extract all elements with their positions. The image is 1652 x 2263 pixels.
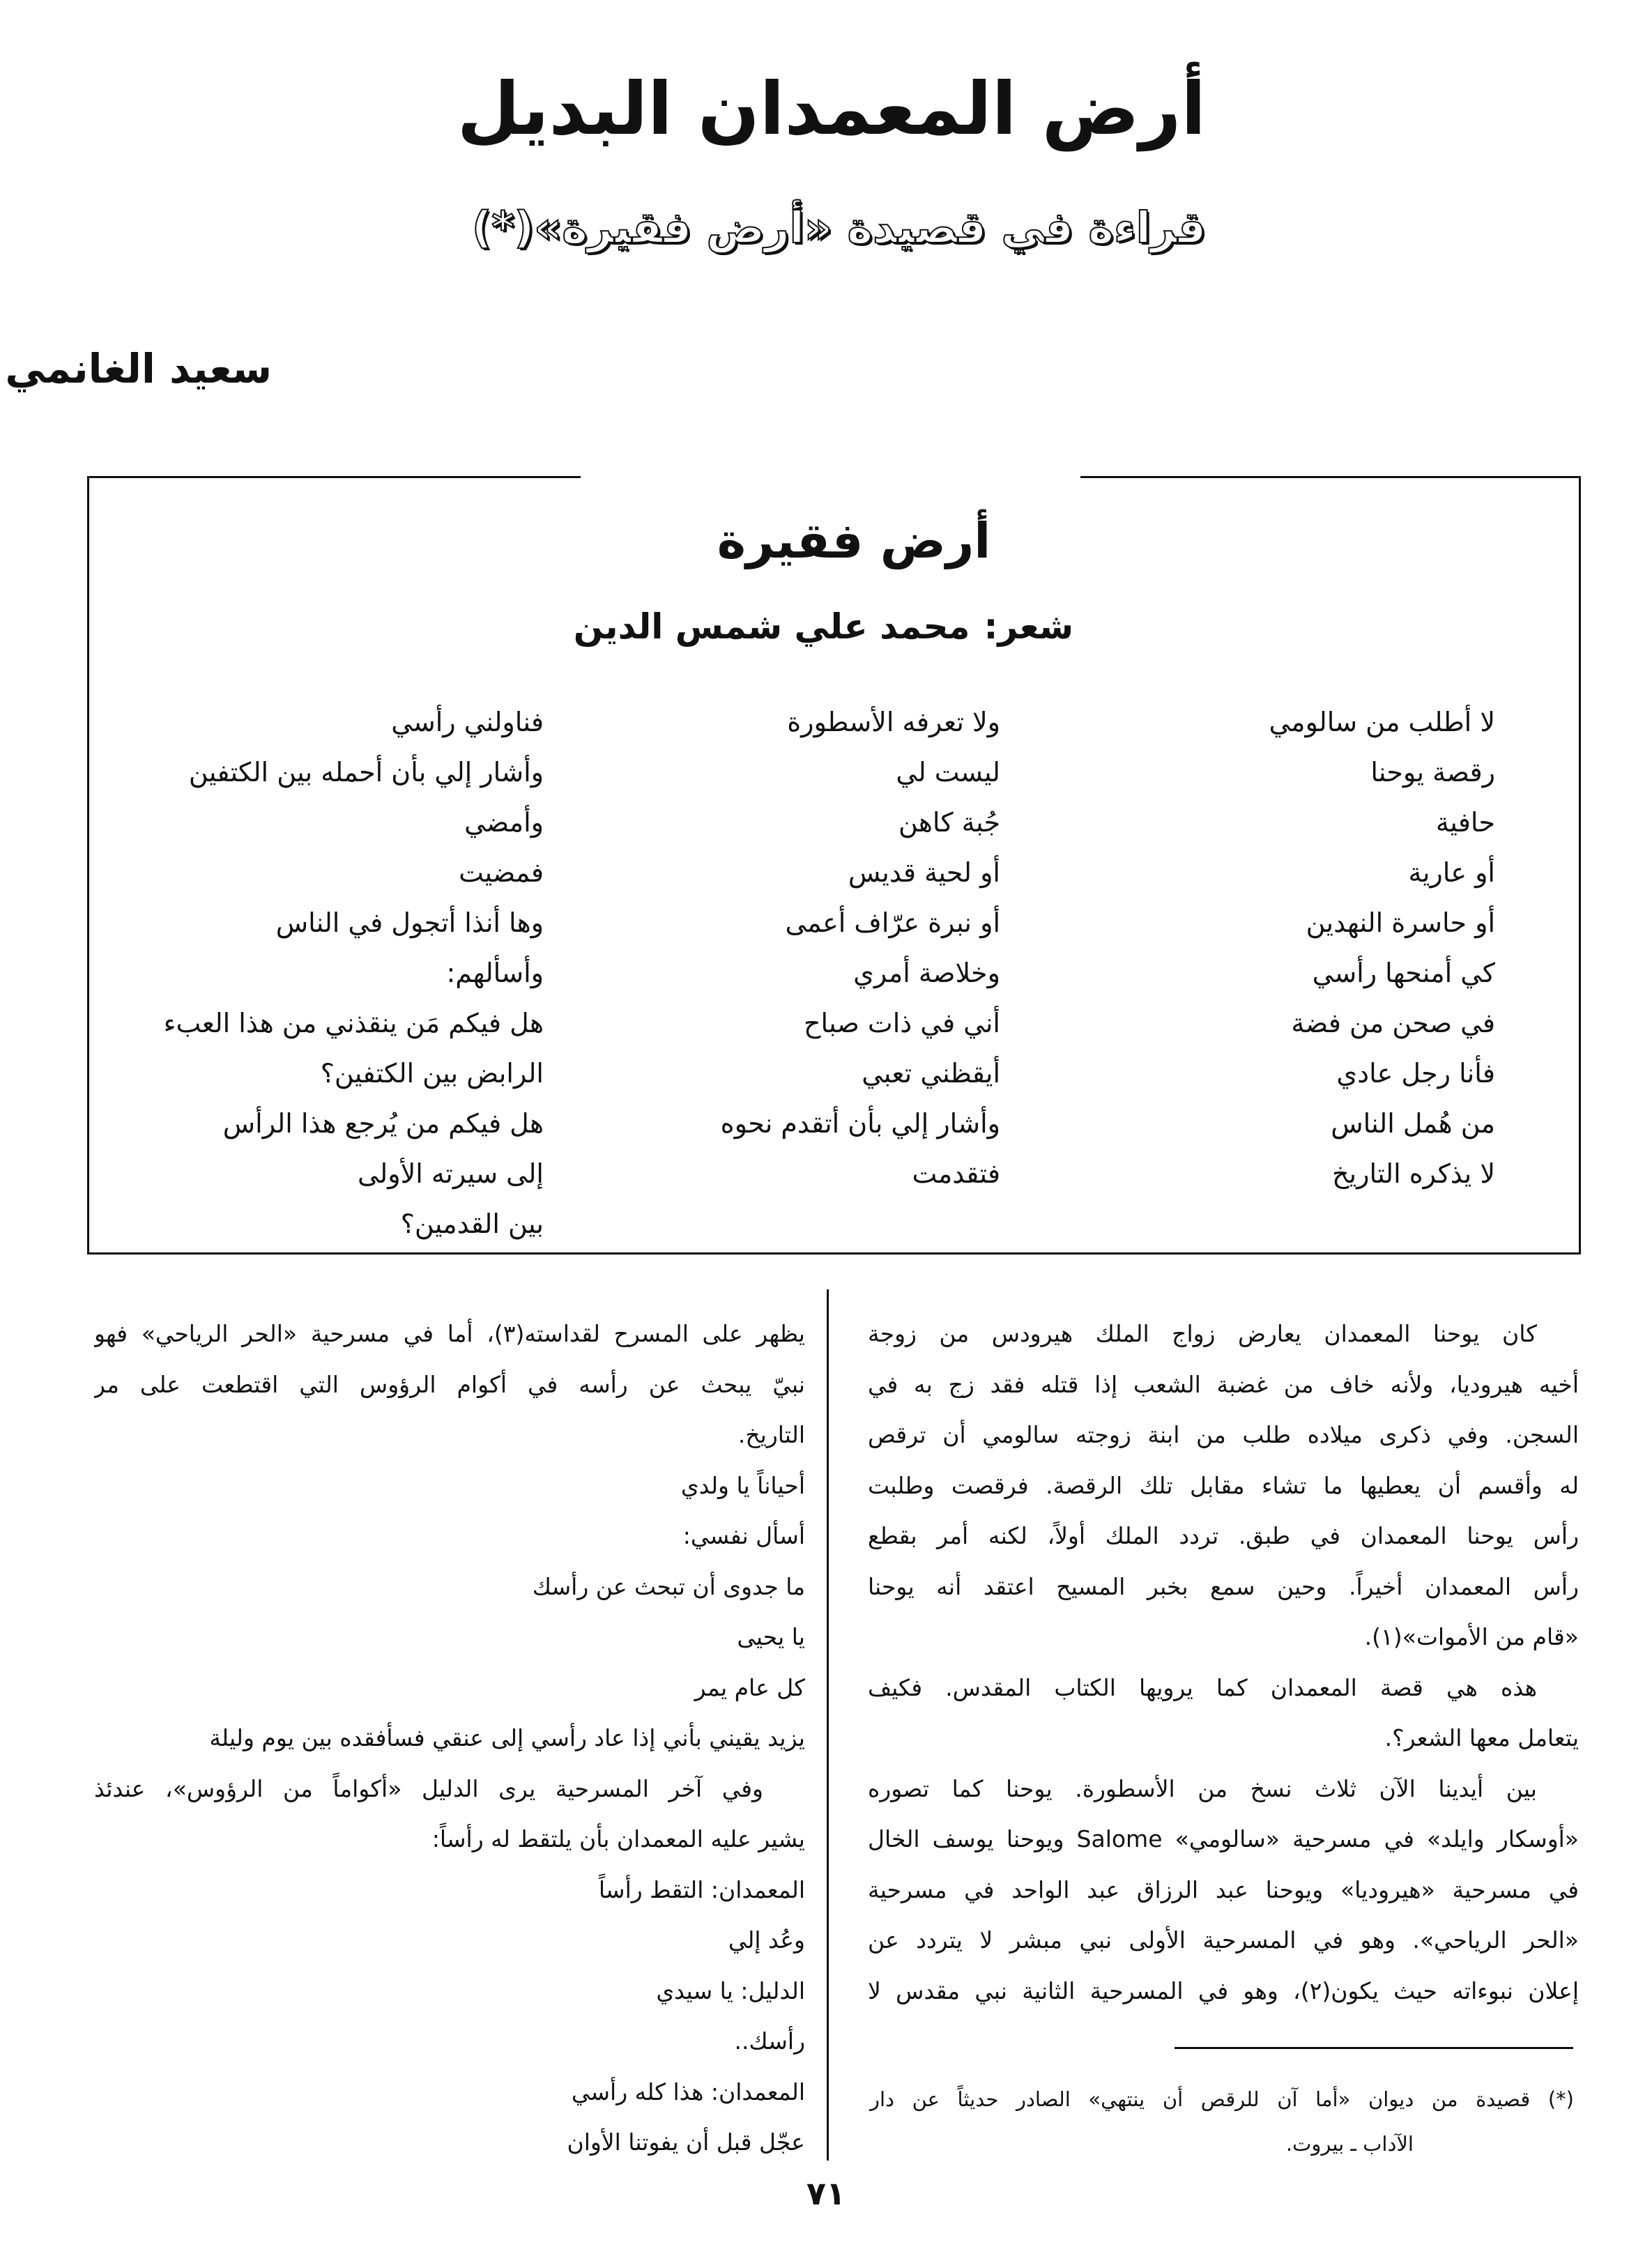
body-text-line: هذه هي قصة المعمدان كما يرويها الكتاب المقدس. فكيف — [868, 1673, 1537, 1701]
poet-label: شعر: — [984, 606, 1073, 647]
poem-line: من هُمل الناس — [1331, 1108, 1495, 1139]
poem-line: وأمضي — [464, 807, 544, 838]
poem-line: وأشار إلي بأن أحمله بين الكتفين — [188, 757, 544, 788]
body-text-line: «قام من الأموات»(١). — [1364, 1623, 1579, 1650]
body-text-line: عجّل قبل أن يفوتنا الأوان — [567, 2128, 805, 2156]
poem-line: جُبة كاهن — [898, 807, 1000, 838]
poem-line: وأشار إلي بأن أتقدم نحوه — [720, 1108, 1000, 1139]
poem-column-1 — [1049, 697, 1495, 1199]
poem-line: كي أمنحها رأسي — [1312, 958, 1495, 988]
body-text-line: التاريخ. — [737, 1421, 805, 1448]
body-text-line: يشير عليه المعمدان بأن يلتقط له رأساً: — [431, 1825, 805, 1852]
body-text-line: الدليل: يا سيدي — [656, 1977, 805, 2004]
poem-line: أو لحية قديس — [848, 857, 1000, 888]
poem-title: أرض فقيرة — [717, 512, 991, 569]
body-text-line: يظهر على المسرح لقداسته(٣)، أما في مسرحية «الحر الرياحي» فهو — [94, 1320, 805, 1347]
footnote-rule — [1175, 2047, 1573, 2049]
poem-line: لا يذكره التاريخ — [1332, 1158, 1495, 1189]
footnote-line: الآداب ـ بيروت. — [1285, 2132, 1414, 2156]
poem-line: الرابض بين الكتفين؟ — [320, 1058, 544, 1089]
poem-line: أو نبرة عرّاف أعمى — [785, 907, 1000, 938]
poem-line: أيقظني تعبي — [862, 1058, 1000, 1089]
poem-line: ولا تعرفه الأسطورة — [787, 707, 1000, 737]
body-text-line: بين أيدينا الآن ثلاث نسخ من الأسطورة. يوحنا كما تصوره — [868, 1774, 1537, 1802]
footnote-line: (*) قصيدة من ديوان «أما آن للرقص أن ينتهي» الصادر حديثاً عن دار — [870, 2087, 1574, 2111]
poem-line: أو عارية — [1408, 857, 1495, 888]
body-text-line: كان يوحنا المعمدان يعارض زواج الملك هيرودس من زوجة — [868, 1320, 1537, 1347]
author-name: سعيد الغانمي — [5, 345, 272, 392]
poem-byline — [560, 606, 1073, 647]
column-divider — [827, 1289, 829, 2161]
poem-line: إلى سيرته الأولى — [357, 1158, 544, 1189]
article-subtitle: قراءة في قصيدة «أرض فقيرة»(*) — [471, 202, 1206, 253]
body-text-line: المعمدان: التقط رأساً — [598, 1875, 805, 1903]
body-text-line: أسأل نفسي: — [682, 1522, 805, 1549]
body-text-line: إعلان نبوءاته حيث يكون(٢)، وهو في المسرحية الثانية نبي مقدس لا — [868, 1977, 1579, 2004]
body-text-line: يا يحيى — [737, 1623, 805, 1650]
footnote — [870, 2077, 1574, 2166]
poem-line: هل فيكم من يُرجع هذا الرأس — [222, 1108, 544, 1139]
poem-column-2 — [554, 697, 1000, 1199]
body-text-line: المعمدان: هذا كله رأسي — [571, 2078, 805, 2105]
article-title: أرض المعمدان البديل — [457, 66, 1206, 151]
body-text-line: ما جدوى أن تبحث عن رأسك — [532, 1572, 805, 1600]
poet-name: محمد علي شمس الدين — [573, 606, 970, 647]
poem-line: فأنا رجل عادي — [1336, 1058, 1495, 1089]
poem-line: فناولني رأسي — [391, 707, 544, 737]
poem-line: وأسألهم: — [446, 958, 544, 988]
poem-line: وخلاصة أمري — [853, 958, 1000, 988]
poem-line: لا أطلب من سالومي — [1269, 707, 1495, 737]
poem-line: حافية — [1435, 807, 1495, 838]
body-text-line: أخيه هيروديا، ولأنه خاف من غضبة الشعب إذا قتله فقد زج به في — [868, 1370, 1579, 1398]
body-text-line: في مسرحية «هيروديا» ويوحنا عبد الرزاق عبد الواحد في مسرحية — [868, 1875, 1579, 1903]
poem-box-top-rule-right — [1080, 476, 1581, 478]
body-text-line: وعُد إلي — [728, 1926, 805, 1954]
poem-line: أني في ذات صباح — [804, 1008, 1000, 1038]
poem-line: فتقدمت — [912, 1158, 1000, 1189]
poem-column-3 — [98, 697, 544, 1249]
body-text-line: يتعامل معها الشعر؟. — [1384, 1724, 1579, 1751]
body-column-left — [94, 1309, 805, 2168]
poem-line: ليست لي — [896, 757, 1000, 788]
body-column-right — [868, 1309, 1579, 2016]
body-text-line: وفي آخر المسرحية يرى الدليل «أكواماً من الرؤوس»، عندئذ — [94, 1774, 763, 1802]
body-text-line: نبيّ يبحث عن رأسه في أكوام الرؤوس التي اقتطعت على مر — [94, 1370, 805, 1398]
body-text-line: رأس يوحنا المعمدان في طبق. تردد الملك أولاً، لكنه أمر بقطع — [868, 1522, 1579, 1549]
body-text-line: كل عام يمر — [694, 1673, 805, 1701]
page-number: ٧١ — [806, 2174, 846, 2212]
poem-line: في صحن من فضة — [1291, 1008, 1495, 1038]
poem-line: وها أنذا أتجول في الناس — [275, 907, 544, 938]
poem-line: أو حاسرة النهدين — [1306, 907, 1495, 938]
body-text-line: «أوسكار وايلد» في مسرحية «سالومي» Salome ويوحنا يوسف الخال — [868, 1825, 1579, 1852]
body-text-line: السجن. وفي ذكرى ميلاده طلب من ابنة زوجته سالومي أن ترقص — [868, 1421, 1579, 1448]
body-text-line: أحياناً يا ولدي — [680, 1471, 805, 1499]
poem-line: هل فيكم مَن ينقذني من هذا العبء — [163, 1008, 544, 1038]
body-text-line: له وأقسم أن يعطيها ما تشاء مقابل تلك الرقصة. فرقصت وطلبت — [868, 1471, 1579, 1499]
body-text-line: رأس المعمدان أخيراً. وحين سمع بخبر المسيح اعتقد أنه يوحنا — [868, 1572, 1579, 1600]
poem-box-top-rule-left — [87, 476, 581, 478]
body-text-line: رأسك.. — [734, 2027, 805, 2055]
poem-line: بين القدمين؟ — [400, 1209, 544, 1239]
poem-line: فمضيت — [459, 857, 544, 888]
poem-line: رقصة يوحنا — [1370, 757, 1495, 788]
body-text-line: يزيد يقيني بأني إذا عاد رأسي إلى عنقي فسأفقده بين يوم وليلة — [209, 1724, 805, 1751]
body-text-line: «الحر الرياحي». وهو في المسرحية الأولى نبي مبشر لا يتردد عن — [868, 1926, 1579, 1954]
